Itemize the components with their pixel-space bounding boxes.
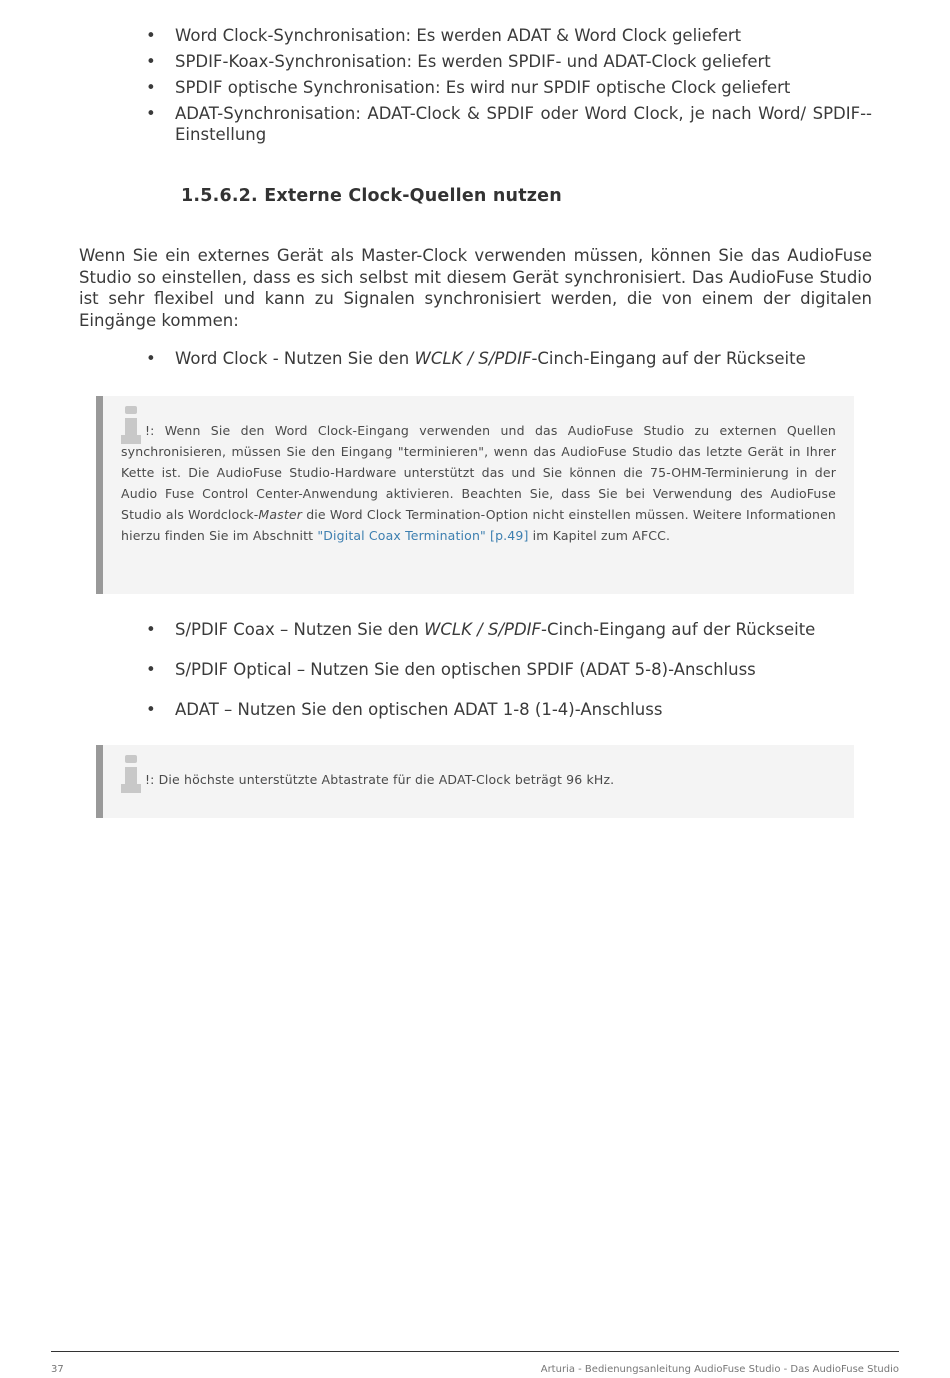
item-prefix: S/PDIF Coax – Nutzen Sie den bbox=[175, 620, 425, 639]
list-item-text: ADAT – Nutzen Sie den optischen ADAT 1-8 (1-4)-Anschluss bbox=[175, 700, 663, 719]
item-prefix: Word Clock - Nutzen Sie den bbox=[175, 349, 415, 368]
bullet-marker: • bbox=[146, 26, 156, 45]
info-note-adat-rate bbox=[96, 745, 854, 818]
clock-source-list-1 bbox=[146, 348, 886, 369]
list-item bbox=[146, 103, 872, 145]
bullet-marker: • bbox=[146, 620, 156, 639]
list-item bbox=[146, 25, 872, 46]
footer-title: Arturia - Bedienungsanleitung AudioFuse Studio - Das AudioFuse Studio bbox=[540, 1364, 899, 1375]
note-text: !: Die höchste unterstützte Abtastrate für die ADAT-Clock beträgt 96 kHz. bbox=[145, 772, 615, 787]
bullet-marker: • bbox=[146, 52, 156, 71]
item-suffix: -Cinch-Eingang auf der Rückseite bbox=[531, 349, 806, 368]
clock-source-list-2 bbox=[146, 619, 886, 739]
list-item bbox=[146, 77, 872, 98]
note-text-part: !: Wenn Sie den Word Clock-Eingang verwenden und das AudioFuse Studio zu externen Quellen synchronisieren, müssen Sie den Eingang "terminieren", wenn das AudioFuse Studio das letzte Gerät in Ihrer Kette ist. Die AudioFuse Studio-Hardware unterstützt das und Sie können die 75-OHM-Terminierung in der Audio Fuse Control Center-Anwendung aktivieren. Beachten Sie, dass Sie bei Verwendung des AudioFuse Studio als Wordclock- bbox=[121, 423, 836, 522]
list-item-adat bbox=[146, 699, 886, 720]
info-note-termination bbox=[96, 396, 854, 594]
digital-coax-termination-link[interactable]: "Digital Coax Termination" [p.49] bbox=[317, 528, 529, 543]
intro-paragraph: Wenn Sie ein externes Gerät als Master-Clock verwenden müssen, können Sie das AudioFuse Studio so einstellen, dass es sich selbst mit diesem Gerät synchronisiert. Das AudioFuse Studio ist sehr flexibel und kann zu Signalen synchronisiert werden, die von einem der digitalen Eingänge kommen: bbox=[79, 246, 872, 330]
list-item-text: SPDIF-Koax-Synchronisation: Es werden SPDIF- und ADAT-Clock geliefert bbox=[175, 52, 771, 71]
page-number: 37 bbox=[51, 1364, 64, 1375]
info-icon bbox=[121, 406, 141, 446]
bullet-marker: • bbox=[146, 78, 156, 97]
bullet-marker: • bbox=[146, 660, 156, 679]
info-icon bbox=[121, 755, 141, 795]
list-item-text: Word Clock-Synchronisation: Es werden ADAT & Word Clock geliefert bbox=[175, 26, 742, 45]
list-item-spdif-coax bbox=[146, 619, 886, 640]
section-heading: 1.5.6.2. Externe Clock-Quellen nutzen bbox=[181, 186, 562, 206]
bullet-marker: • bbox=[146, 700, 156, 719]
note-text-part: im Kapitel zum AFCC. bbox=[528, 528, 671, 543]
footer-divider bbox=[51, 1351, 899, 1352]
bullet-marker: • bbox=[146, 349, 156, 368]
list-item-spdif-optical bbox=[146, 659, 886, 680]
note-emphasis: Master bbox=[258, 507, 303, 522]
list-item-text: S/PDIF Optical – Nutzen Sie den optischen SPDIF (ADAT 5-8)-Anschluss bbox=[175, 660, 756, 679]
list-item-text: SPDIF optische Synchronisation: Es wird nur SPDIF optische Clock geliefert bbox=[175, 78, 791, 97]
sync-mode-list bbox=[146, 25, 872, 150]
note-text bbox=[121, 420, 836, 546]
list-item-text: ADAT-Synchronisation: ADAT-Clock & SPDIF oder Word Clock, je nach Word/ SPDIF--Einstellung bbox=[175, 104, 872, 144]
item-suffix: -Cinch-Eingang auf der Rückseite bbox=[541, 620, 816, 639]
list-item bbox=[146, 51, 872, 72]
item-emphasis: WCLK / S/PDIF bbox=[414, 349, 532, 368]
list-item-word-clock bbox=[146, 348, 886, 369]
note-text-part: die Word Clock Termination-Option nicht einstellen müssen. Weitere Informationen hierzu finden Sie im Abschnitt bbox=[121, 507, 836, 543]
item-emphasis: WCLK / S/PDIF bbox=[424, 620, 542, 639]
bullet-marker: • bbox=[146, 104, 156, 123]
